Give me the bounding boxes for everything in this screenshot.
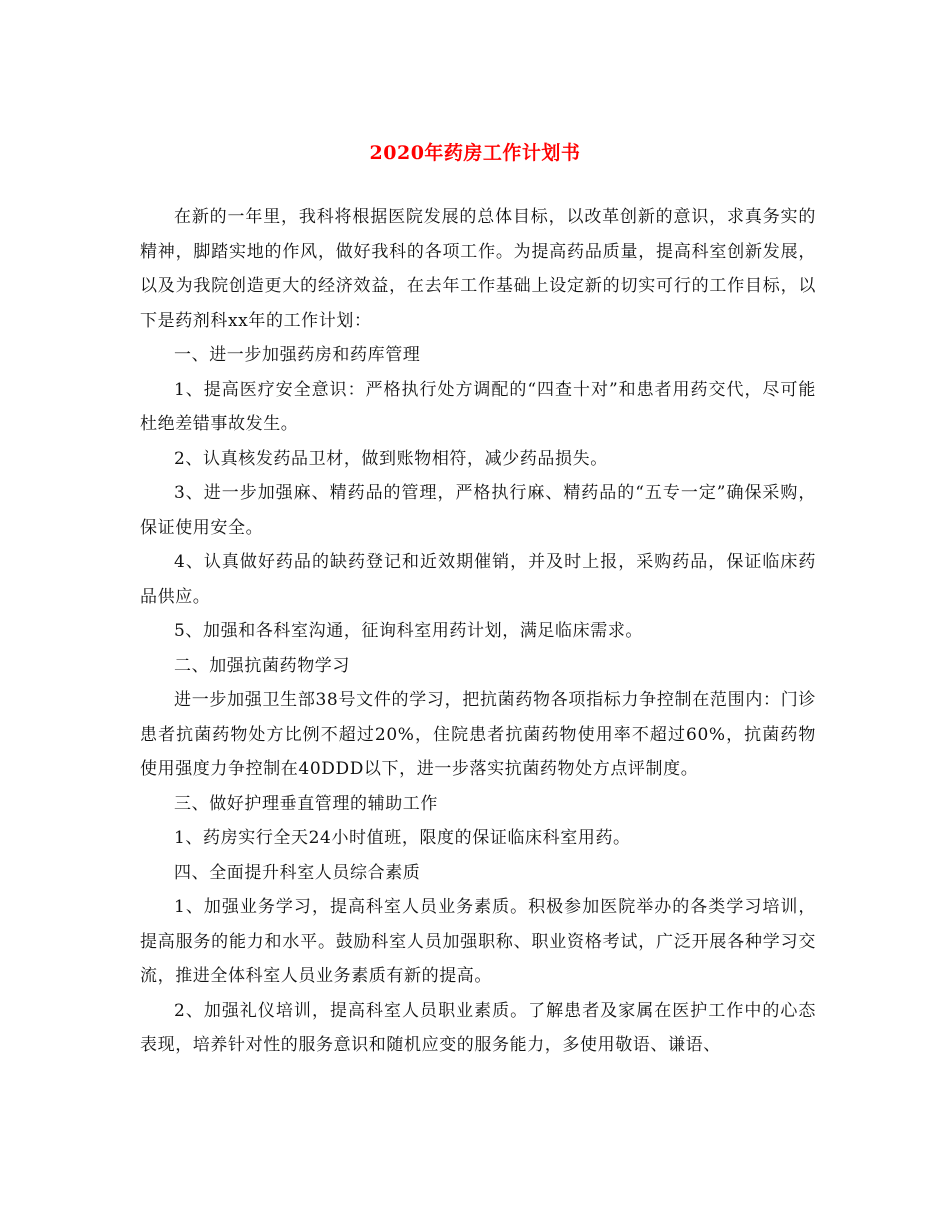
list-item: 1、加强业务学习，提高科室人员业务素质。积极参加医院举办的各类学习培训，提高服务的能力和水平。鼓励科室人员加强职称、职业资格考试，广泛开展各种学习交流，推进全体科室人员业务素质有新的提高。 [140,897,816,986]
list-item: 3、进一步加强麻、精药品的管理，严格执行麻、精药品的“五专一定”确保采购，保证使用安全。 [140,483,816,538]
list-item: 1、提高医疗安全意识：严格执行处方调配的“四查十对”和患者用药交代，尽可能杜绝差错事故发生。 [140,379,816,434]
section-heading-1: 一、进一步加强药房和药库管理 [174,345,421,365]
intro-paragraph: 在新的一年里，我科将根据医院发展的总体目标，以改革创新的意识，求真务实的精神，脚踏实地的作风，做好我科的各项工作。为提高药品质量，提高科室创新发展，以及为我院创造更大的经济效益，在去年工作基础上设定新的切实可行的工作目标，以下是药剂科xx年的工作计划： [140,207,816,331]
document-title: 2020年药房工作计划书 [369,142,581,164]
list-item: 1、药房实行全天24小时值班，限度的保证临床科室用药。 [174,828,631,848]
list-item: 4、认真做好药品的缺药登记和近效期催销，并及时上报，采购药品，保证临床药品供应。 [140,552,816,607]
section-heading-2: 二、加强抗菌药物学习 [174,655,350,676]
document-body [140,200,816,1063]
section-heading-4: 四、全面提升科室人员综合素质 [174,862,421,883]
body-paragraph: 进一步加强卫生部38号文件的学习，把抗菌药物各项指标力争控制在范围内：门诊患者抗菌药物处方比例不超过20%，住院患者抗菌药物使用率不超过60%，抗菌药物使用强度力争控制在40DDD以下，进一步落实抗菌药物处方点评制度。 [140,690,816,779]
list-item: 2、认真核发药品卫材，做到账物相符，减少药品损失。 [174,448,608,469]
list-item: 2、加强礼仪培训，提高科室人员职业素质。了解患者及家属在医护工作中的心态表现，培养针对性的服务意识和随机应变的服务能力，多使用敬语、谦语、 [140,1000,816,1055]
section-heading-3: 三、做好护理垂直管理的辅助工作 [174,793,438,814]
list-item: 5、加强和各科室沟通，征询科室用药计划，满足临床需求。 [174,621,644,641]
